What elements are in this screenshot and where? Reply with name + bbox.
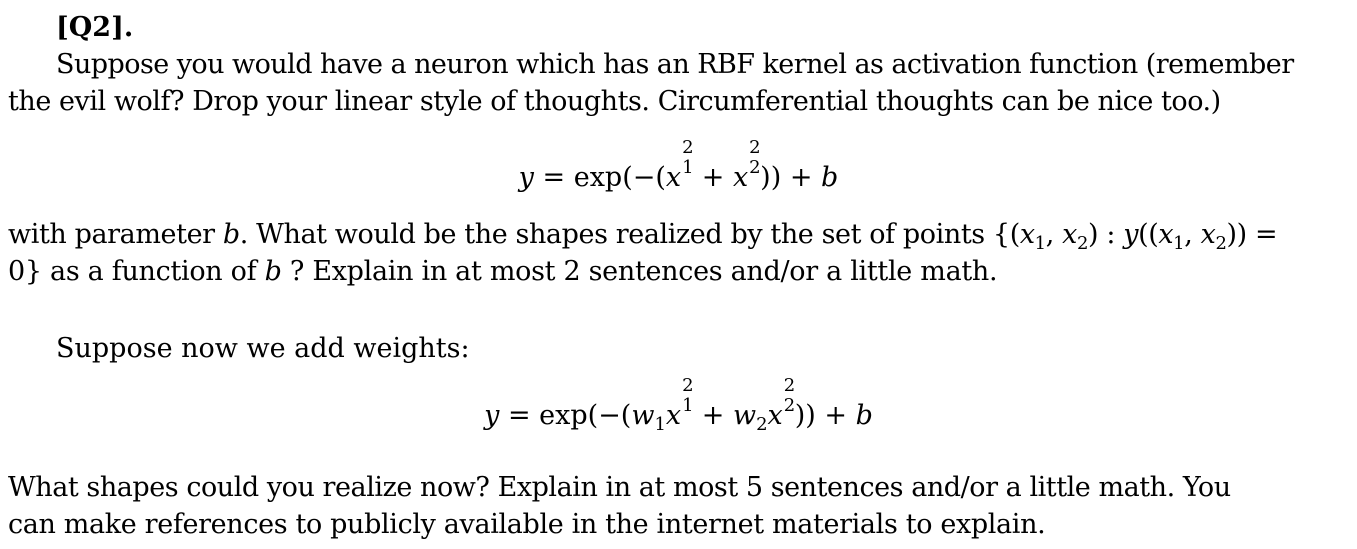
eq2-w1: w xyxy=(631,400,655,431)
eq1-x2-scripts: 2 2 xyxy=(749,137,761,178)
paragraph-4-line-2: can make references to publicly available in the internet materials to explain. xyxy=(8,509,1046,540)
paragraph-1-line-1: Suppose you would have a neuron which has an RBF kernel as activation function (remember xyxy=(56,49,1294,80)
p2-text-a: with parameter xyxy=(8,219,223,250)
eq2-x1-scripts: 2 1 xyxy=(682,375,694,416)
p2-x1b-sub: 1 xyxy=(1173,233,1185,254)
eq1-x1: x xyxy=(665,162,682,193)
eq2-tail: )) + xyxy=(794,400,856,431)
equation-2 xyxy=(0,375,1357,435)
p2-comma-1: , xyxy=(1045,219,1063,250)
paragraph-2-line-2 xyxy=(8,254,997,290)
eq2-x1: x xyxy=(665,400,682,431)
eq2-x2: x xyxy=(767,400,783,431)
eq2-b: b xyxy=(855,400,873,431)
p2-equals: )) = xyxy=(1226,219,1278,250)
paragraph-3: Suppose now we add weights: xyxy=(56,333,470,364)
p2-line2-c: ? Explain in at most 2 sentences and/or a little math. xyxy=(281,256,998,287)
paragraph-1-line-2: the evil wolf? Drop your linear style of thoughts. Circumferential thoughts can be nice too.) xyxy=(8,86,1221,117)
eq1-plus: + xyxy=(693,162,733,193)
p2-y: y xyxy=(1123,219,1139,250)
p2-line2-a: 0} as a function of xyxy=(8,256,265,287)
eq1-x2: x xyxy=(732,162,749,193)
paragraph-4-line-1: What shapes could you realize now? Explain in at most 5 sentences and/or a little math. You xyxy=(8,472,1231,503)
eq2-lhs: y xyxy=(484,400,500,431)
eq2-exp: = exp(−( xyxy=(507,400,632,431)
eq1-exp: = exp(−( xyxy=(542,162,666,193)
p2-paren: (( xyxy=(1138,219,1159,250)
p2-comma-2: , xyxy=(1184,219,1201,250)
eq2-w1-sub: 1 xyxy=(654,414,666,435)
p2-line2-b: b xyxy=(264,256,282,287)
p2-colon: ) : xyxy=(1088,219,1124,250)
p2-x1: x xyxy=(1019,219,1035,250)
eq1-lhs: y xyxy=(518,162,534,193)
p2-x1b: x xyxy=(1158,219,1174,250)
eq2-plus: + xyxy=(693,400,733,431)
equation-1 xyxy=(0,137,1357,196)
eq2-w2: w xyxy=(732,400,757,431)
eq1-b: b xyxy=(821,162,839,193)
p2-x1-sub: 1 xyxy=(1034,233,1046,254)
p2-x2b: x xyxy=(1200,219,1216,250)
p2-x2: x xyxy=(1062,219,1077,250)
p2-x2b-sub: 2 xyxy=(1215,233,1227,254)
eq1-x1-scripts: 2 1 xyxy=(682,137,694,178)
p2-x2-sub: 2 xyxy=(1076,233,1088,254)
eq1-tail: )) + xyxy=(760,162,822,193)
p2-b: b xyxy=(222,219,240,250)
eq2-w2-sub: 2 xyxy=(756,414,768,435)
eq2-x2-scripts: 2 2 xyxy=(783,375,796,416)
p2-text-c: . What would be the shapes realized by the set of points {( xyxy=(239,219,1020,250)
paragraph-2-line-1 xyxy=(8,217,1277,253)
question-label: [Q2]. xyxy=(56,12,134,43)
